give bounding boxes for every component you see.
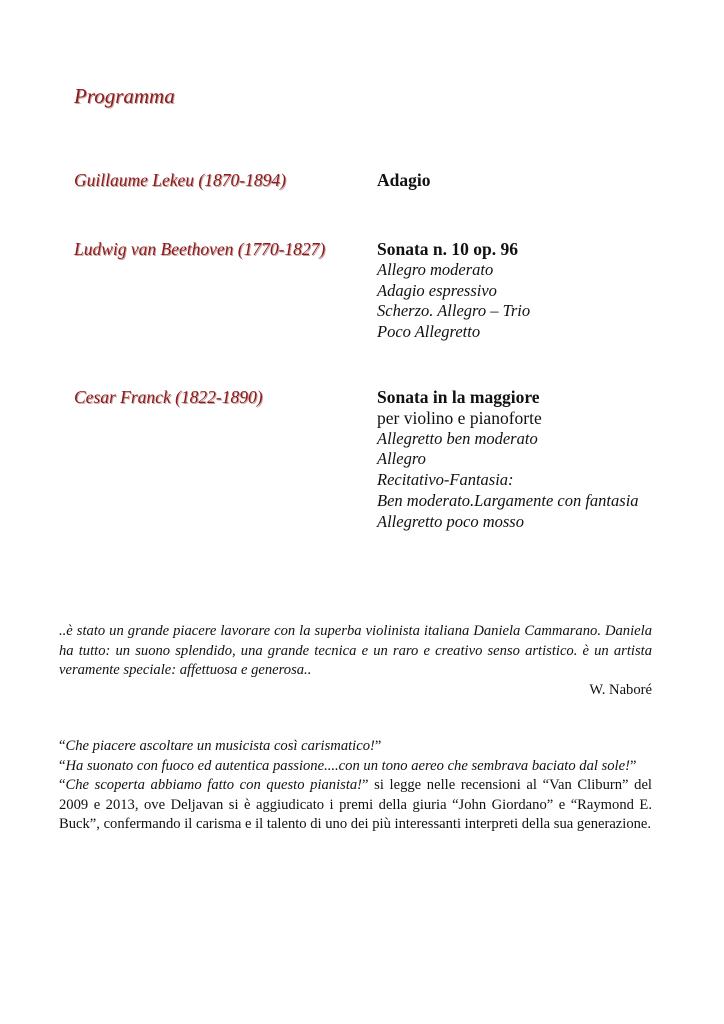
review-italic: Che piacere ascoltare un musicista così carismatico! (65, 738, 375, 754)
work-franck (377, 387, 639, 533)
movement: Adagio espressivo (377, 280, 497, 300)
quote-open: “ (59, 757, 66, 774)
work-lekeu (377, 170, 430, 191)
quote-author: W. Naboré (589, 681, 652, 698)
review-rest: ” si legge nelle recensioni al “Van Cliburn” del 2009 e 2013, ove Deljavan si è aggiudicato i premi della giuria “John Giordano” e “Raymond E. Buck”, confermando il carisma e il talento di uno dei più interessanti interpreti della sua generazione. (59, 777, 652, 832)
work-beethoven (377, 239, 530, 343)
movement: Scherzo. Allegro – Trio (377, 301, 531, 321)
reviews-block (59, 737, 652, 835)
composer-lekeu: Guillaume Lekeu (1870-1894) (74, 170, 286, 190)
movement: Allegretto poco mosso (377, 511, 524, 531)
review-line (59, 737, 652, 757)
movement: Allegro moderato (377, 259, 494, 279)
work-title: Sonata in la maggiore (377, 387, 540, 407)
review-italic: Che scoperta abbiamo fatto con questo pianista! (65, 777, 363, 793)
review-line (59, 776, 652, 835)
work-title: Adagio (377, 170, 431, 190)
quote-open: “ (59, 777, 66, 793)
quote-close: ” (629, 757, 637, 774)
movement: Allegretto ben moderato (377, 428, 538, 448)
movement: Allegro (377, 449, 426, 469)
page-heading: Programma (74, 84, 175, 108)
movement: Ben moderato.Largamente con fantasia (377, 490, 639, 510)
work-title: Sonata n. 10 op. 96 (377, 239, 519, 259)
review-italic: Ha suonato con fuoco ed autentica passione....con un tono aereo che sembrava baciato dal sole! (65, 757, 630, 774)
movement: Recitativo-Fantasia: (377, 470, 514, 490)
composer-franck: Cesar Franck (1822-1890) (74, 387, 263, 407)
testimonial-quote (59, 622, 652, 700)
quote-close: ” (374, 738, 382, 754)
quote-text: ..è stato un grande piacere lavorare con la superba violinista italiana Daniela Cammarano. Daniela ha tutto: un suono splendido, una grande tecnica e un raro e creativo senso artistico. è un artista veramente speciale: affettuosa e generosa.. (59, 623, 652, 678)
composer-beethoven: Ludwig van Beethoven (1770-1827) (74, 239, 326, 259)
quote-open: “ (59, 738, 66, 754)
movement: Poco Allegretto (377, 322, 481, 342)
work-subtitle: per violino e pianoforte (377, 407, 542, 428)
review-line (59, 757, 652, 777)
